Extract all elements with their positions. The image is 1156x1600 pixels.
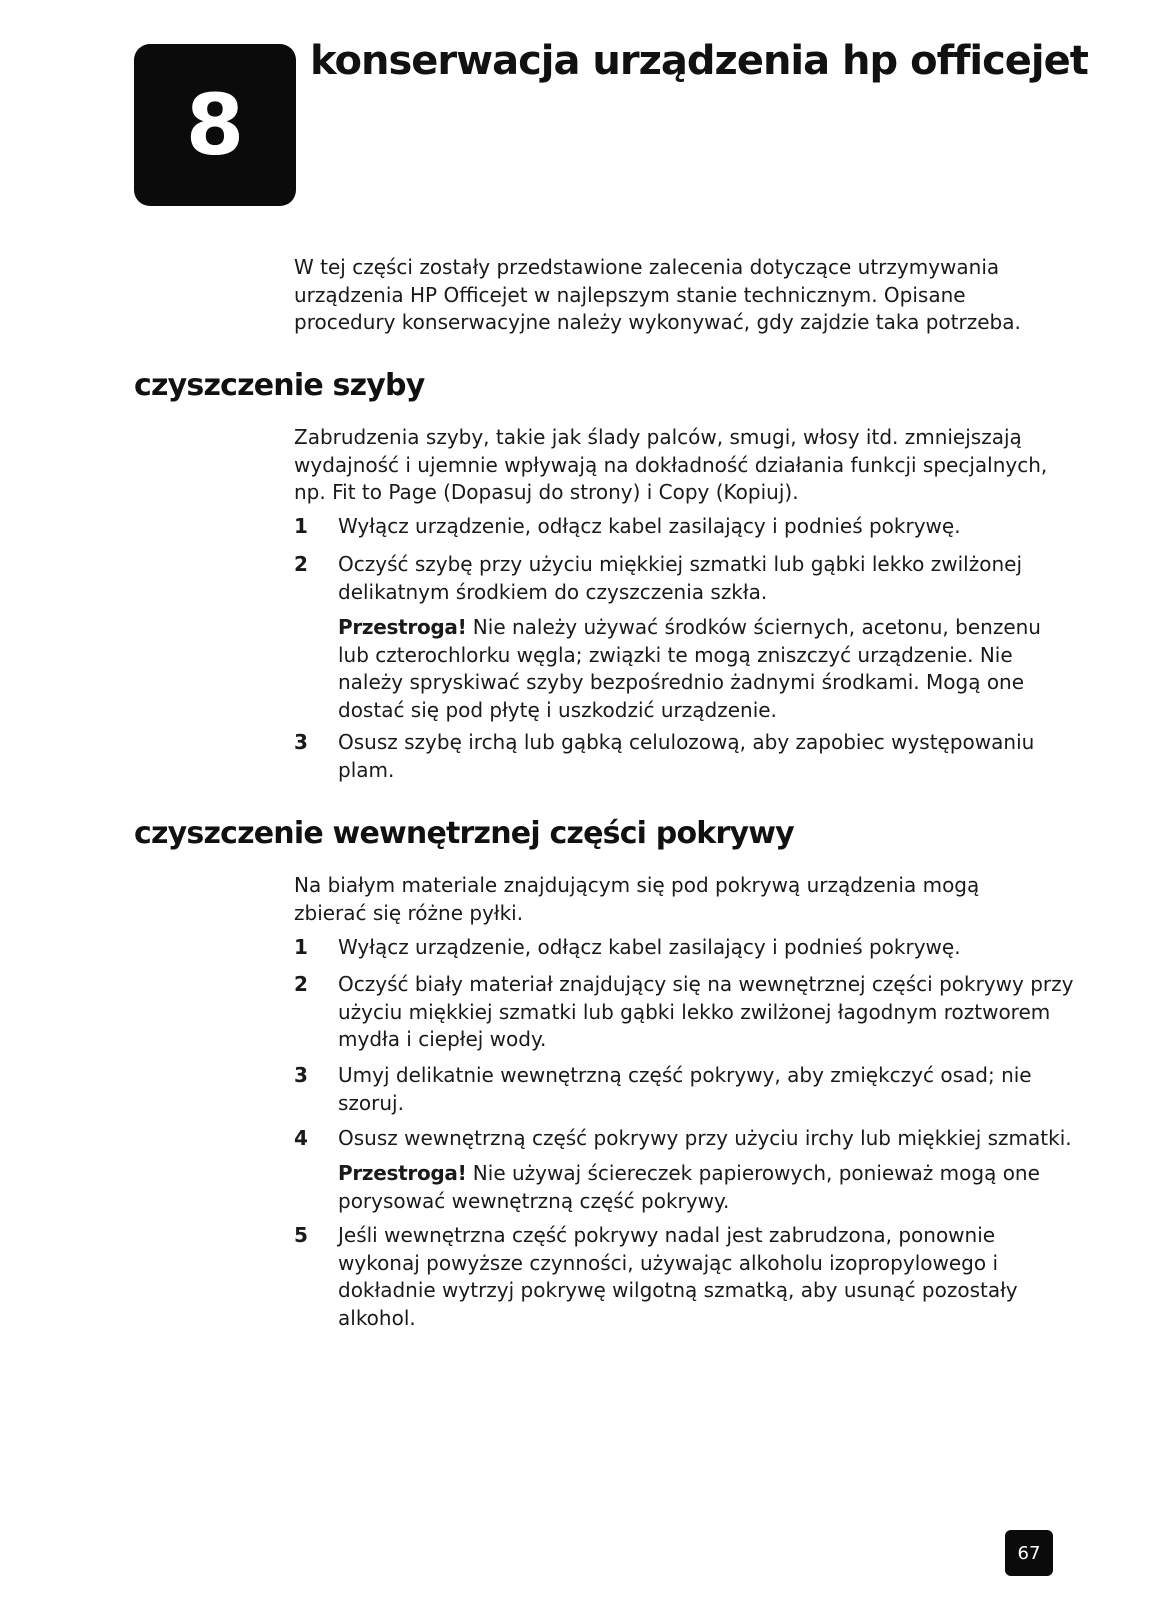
chapter-intro: W tej części zostały przedstawione zalecenia dotyczące utrzymywania urządzenia HP Officejet w najlepszym stanie technicznym. Opisane procedury konserwacyjne należy wykonywać, gdy zajdzie taka potrzeba. bbox=[294, 255, 1021, 334]
caution-label: Przestroga! bbox=[338, 1161, 467, 1185]
section-lid-intro: Na białym materiale znajdującym się pod pokrywą urządzenia mogą zbierać się różne pyłki. bbox=[294, 873, 980, 925]
chapter-title: konserwacja urządzenia hp officejet bbox=[310, 38, 1088, 84]
step-text: Oczyść biały materiał znajdujący się na wewnętrznej części pokrywy przy użyciu miękkiej szmatki lub gąbki lekko zwilżonej łagodnym roztworem mydła i ciepłej wody. bbox=[338, 972, 1074, 1051]
section-heading-glass: czyszczenie szyby bbox=[134, 368, 425, 403]
caution-text: Nie należy używać środków ściernych, acetonu, benzenu lub czterochlorku węgla; związki te mogą zniszczyć urządzenie. Nie należy spryskiwać szyby bezpośrednio żadnymi środkami. Mogą one dostać się pod płytę i uszkodzić urządzenie. bbox=[338, 615, 1041, 722]
step-text: Osusz szybę irchą lub gąbką celulozową, aby zapobiec występowaniu plam. bbox=[338, 730, 1035, 782]
caution-note bbox=[338, 614, 1078, 724]
step-number: 1 bbox=[294, 514, 308, 538]
list-item bbox=[294, 513, 1074, 541]
list-item bbox=[294, 934, 1074, 962]
step-number: 2 bbox=[294, 552, 308, 576]
page-number: 67 bbox=[1017, 1542, 1041, 1564]
step-text: Osusz wewnętrzną część pokrywy przy użyciu irchy lub miękkiej szmatki. bbox=[338, 1126, 1072, 1150]
step-text: Oczyść szybę przy użyciu miękkiej szmatki lub gąbki lekko zwilżonej delikatnym środkiem do czyszczenia szkła. bbox=[338, 552, 1023, 604]
step-number: 3 bbox=[294, 1063, 308, 1087]
list-item bbox=[294, 729, 1074, 784]
section-glass-intro: Zabrudzenia szyby, takie jak ślady palców, smugi, włosy itd. zmniejszają wydajność i ujemnie wpływają na dokładność działania funkcji specjalnych, np. Fit to Page (Dopasuj do strony) i Copy (Kopiuj). bbox=[294, 425, 1048, 504]
step-number: 5 bbox=[294, 1223, 308, 1247]
chapter-number: 8 bbox=[185, 76, 245, 174]
list-item bbox=[294, 1125, 1074, 1153]
list-item bbox=[294, 1222, 1074, 1332]
step-text: Umyj delikatnie wewnętrzną część pokrywy, aby zmiękczyć osad; nie szoruj. bbox=[338, 1063, 1032, 1115]
step-number: 2 bbox=[294, 972, 308, 996]
list-item bbox=[294, 551, 1074, 606]
step-text: Wyłącz urządzenie, odłącz kabel zasilający i podnieś pokrywę. bbox=[338, 935, 961, 959]
caution-text: Nie używaj ściereczek papierowych, ponieważ mogą one porysować wewnętrzną część pokrywy. bbox=[338, 1161, 1040, 1213]
section-heading-lid: czyszczenie wewnętrznej części pokrywy bbox=[134, 816, 794, 851]
step-text: Wyłącz urządzenie, odłącz kabel zasilający i podnieś pokrywę. bbox=[338, 514, 961, 538]
caution-label: Przestroga! bbox=[338, 615, 467, 639]
step-number: 3 bbox=[294, 730, 308, 754]
page-number-badge bbox=[1005, 1530, 1053, 1576]
list-item bbox=[294, 971, 1074, 1054]
chapter-number-badge bbox=[134, 44, 296, 206]
caution-note bbox=[338, 1160, 1078, 1215]
step-number: 1 bbox=[294, 935, 308, 959]
step-number: 4 bbox=[294, 1126, 308, 1150]
list-item bbox=[294, 1062, 1074, 1117]
step-text: Jeśli wewnętrzna część pokrywy nadal jest zabrudzona, ponownie wykonaj powyższe czynności, używając alkoholu izopropylowego i dokładnie wytrzyj pokrywę wilgotną szmatką, aby usunąć pozostały alkohol. bbox=[338, 1223, 1018, 1330]
